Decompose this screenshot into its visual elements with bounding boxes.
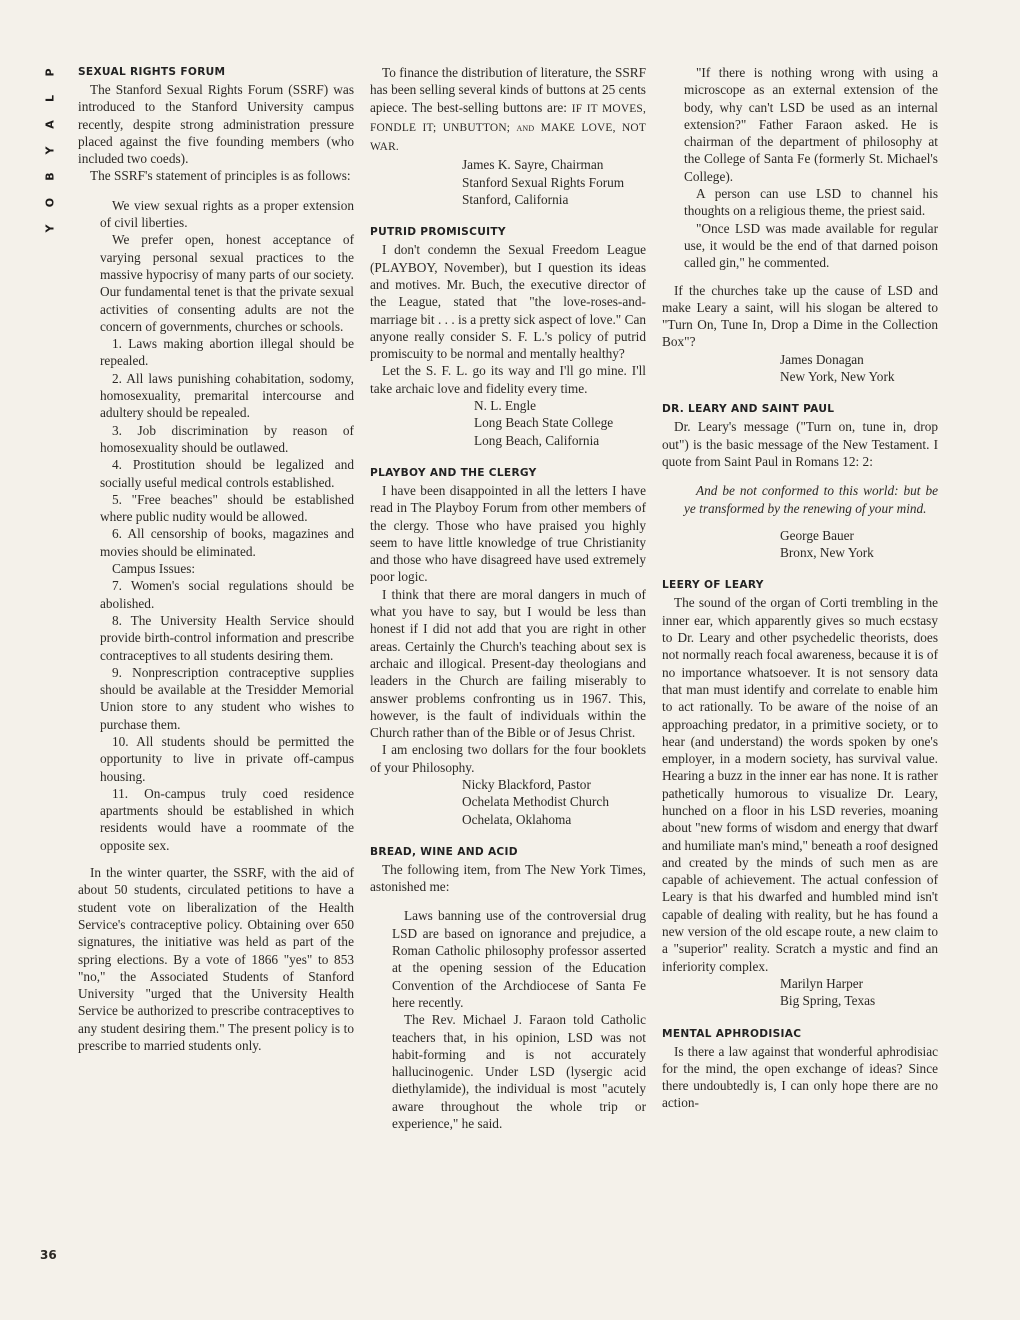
letter-paragraph: In the winter quarter, the SSRF, with the aid of about 50 students, circulated petitions to have a student vote on liberalization of the Health Service's contraceptive policy. Obtaining over 650 signatures, the initiative was held as part of the spring elections. By a vote of 1866 "yes" to 853 "no," the Associated Students of Stanford University "urged that the University Health Service be authorized to prescribe contraceptives to any student desiring them." The present policy is to prescribe to married students only. bbox=[78, 865, 354, 1054]
quoted-article-continued bbox=[662, 64, 938, 272]
signature-line: James Donagan bbox=[780, 351, 864, 367]
letter-paragraph: The sound of the organ of Corti trembling in the inner ear, which apparently gives so much ecstasy to Dr. Leary and other psychedelic theorists, does not normally reach focal awareness, because it is of no importance whatsoever. It is not sensory data that man must identify and correlate to enable him to act rationally. To be aware of the noise of an approaching predator, in a primitive society, or to hear (and understand) the words spoken by one's employer, in a modern society, has survival value. Hearing a buzz in the inner ear has none. It is rather pathetically humorous to visualize Dr. Leary, hunched on a floor in his LSD reveries, moaning about "new forms of wisdom and energy that dwarf and humiliate man's mind," beneath a roof designed and created by the minds of such men as are capable of achievement. The actual confession of Leary is that his dwarfed and humbled mind isn't capable of dealing with reality, but he has found a new version of the old escape route, a new claim to a "superior" reality. Scratch a mystic and find an inferiority complex. bbox=[662, 595, 938, 974]
letter-paragraph: I think that there are moral dangers in much of what you have to say, but I would be less than honest if I did not add that you are right in other areas. Certainly the Church's teaching about sex is archaic and illogical. Present-day theologians and leaders in the Church are failing miserably to answer problems confronting us in 1967. This, however, is the fault of individuals within the Church rather than of the Bible or of Jesus Christ. bbox=[370, 586, 646, 741]
side-letter: A bbox=[43, 120, 57, 129]
signature-block bbox=[662, 975, 938, 1010]
letter-paragraph: The Stanford Sexual Rights Forum (SSRF) was introduced to the Stanford University campus recently, despite strong administration pressure placed against the five founding members (who included two coeds). bbox=[78, 82, 354, 167]
page-number: 36 bbox=[40, 1248, 57, 1262]
signature-block bbox=[662, 351, 938, 386]
quoted-paragraph: Laws banning use of the controversial drug LSD are based on ignorance and prejudice, a Roman Catholic philosophy professor asserted at the opening session of the Education Convention of the Archdiocese of Santa Fe here recently. bbox=[392, 908, 646, 1010]
column-1 bbox=[78, 64, 354, 1054]
quoted-paragraph: 7. Women's social regulations should be abolished. bbox=[100, 578, 354, 611]
letter-paragraph: I don't condemn the Sexual Freedom League (PLAYBOY, November), but I question its ideas and motives. Mr. Buch, the executive director of the League, stated that "the love-roses-and-marriage bit . . . is a pretty sick aspect of love." Can anyone really consider S. F. L.'s policy of putrid promiscuity to be normal and mentally healthy? bbox=[370, 242, 646, 362]
letter-text: To finance the distribution of literature, the SSRF has been selling several kinds of buttons at 25 cents apiece. The best-selling buttons are: bbox=[370, 65, 646, 115]
quoted-paragraph: The Rev. Michael J. Faraon told Catholic teachers that, in his opinion, LSD was not habit-forming and is not accurately hallucinogenic. Under LSD (lysergic acid diethylamide), the individual is most "acutely aware throughout the whole trip or experience," he said. bbox=[392, 1012, 646, 1132]
quoted-paragraph: 10. All students should be permitted the opportunity to live in private off-campus housing. bbox=[100, 733, 354, 784]
column-3 bbox=[662, 64, 938, 1112]
quoted-paragraph: 4. Prostitution should be legalized and socially useful medical controls established. bbox=[100, 457, 354, 490]
quoted-paragraph: "If there is nothing wrong with using a microscope as an external extension of the body, why can't LSD be used as an internal extension?" Father Faraon asked. He is chairman of the department of philosophy at the College of Santa Fe (formerly St. Michael's College). bbox=[684, 65, 938, 184]
signature-line: Stanford Sexual Rights Forum bbox=[462, 174, 625, 190]
letter-paragraph: The SSRF's statement of principles is as follows: bbox=[90, 168, 351, 184]
quoted-paragraph: 9. Nonprescription contraceptive supplies should be available at the Tresidder Memorial Union store to any student who wishes to purchase them. bbox=[100, 664, 354, 732]
side-letter: B bbox=[43, 172, 57, 181]
letter-paragraph bbox=[370, 64, 646, 156]
letter-paragraph: Let the S. F. L. go its way and I'll go mine. I'll take archaic love and fidelity every time. bbox=[370, 363, 646, 396]
signature-line: James K. Sayre, Chairman bbox=[462, 157, 604, 173]
signature-line: Ochelata Methodist Church bbox=[462, 794, 609, 810]
signature-line: George Bauer bbox=[780, 527, 854, 543]
letter-paragraph: I have been disappointed in all the letters I have read in The Playboy Forum from other members of the clergy. Those who have praised you highly seem to have little knowledge of true Christianity and those who have disagreed have used extremely poor logic. bbox=[370, 482, 646, 585]
signature-line: Big Spring, Texas bbox=[780, 993, 876, 1009]
signature-line: N. L. Engle bbox=[474, 398, 537, 414]
side-letter: P bbox=[43, 68, 57, 77]
signature-line: Long Beach, California bbox=[474, 432, 600, 448]
quoted-paragraph: "Once LSD was made available for regular use, it would be the end of that darned poison called gin," he commented. bbox=[684, 220, 938, 271]
section-heading: SEXUAL RIGHTS FORUM bbox=[78, 66, 226, 78]
signature-line: Long Beach State College bbox=[474, 415, 614, 431]
quoted-paragraph: 8. The University Health Service should provide birth-control information and prescribe contraceptives to all students desiring them. bbox=[100, 612, 354, 663]
signature-line: New York, New York bbox=[780, 369, 895, 385]
section-heading: MENTAL APHRODISIAC bbox=[662, 1027, 802, 1040]
quoted-paragraph: 5. "Free beaches" should be established where public nudity would be allowed. bbox=[100, 491, 354, 525]
button-slogans: IF IT MOVES, FONDLE IT; UNBUTTON; and MAKE LOVE, NOT WAR. bbox=[370, 102, 647, 154]
signature-line: Stanford, California bbox=[462, 192, 569, 208]
signature-block bbox=[370, 776, 646, 828]
quoted-paragraph: And be not conformed to this world: but be ye transformed by the renewing of your mind. bbox=[684, 483, 938, 516]
section-heading: PLAYBOY AND THE CLERGY bbox=[370, 466, 537, 479]
section-heading: PUTRID PROMISCUITY bbox=[370, 226, 506, 239]
side-letter: L bbox=[43, 95, 57, 103]
quoted-scripture bbox=[662, 482, 938, 517]
section-heading: BREAD, WINE AND ACID bbox=[370, 845, 518, 858]
letter-paragraph: Dr. Leary's message ("Turn on, tune in, drop out") is the basic message of the New Testament. I quote from Saint Paul in Romans 12: 2: bbox=[662, 419, 938, 469]
letter-paragraph: Is there a law against that wonderful aphrodisiac for the mind, the open exchange of ideas? Since there undoubtedly is, I can only hope there are no action- bbox=[662, 1043, 938, 1111]
quoted-article bbox=[370, 907, 646, 1132]
signature-line: Marilyn Harper bbox=[780, 975, 864, 991]
section-heading: DR. LEARY AND SAINT PAUL bbox=[662, 403, 835, 416]
magazine-side-title bbox=[40, 66, 60, 235]
quoted-paragraph: A person can use LSD to channel his thoughts on a religious theme, the priest said. bbox=[684, 186, 938, 219]
quoted-paragraph: 6. All censorship of books, magazines and movies should be eliminated. bbox=[100, 526, 354, 559]
quoted-paragraph: 1. Laws making abortion illegal should be repealed. bbox=[100, 336, 354, 369]
section-heading: LEERY OF LEARY bbox=[662, 579, 764, 592]
signature-block bbox=[662, 527, 938, 562]
quoted-principles bbox=[78, 197, 354, 854]
letter-paragraph: If the churches take up the cause of LSD and make Leary a saint, will his slogan be altered to "Turn On, Tune In, Drop a Dime in the Collection Box"? bbox=[662, 282, 938, 350]
side-letter: Y bbox=[43, 224, 57, 233]
quoted-paragraph: 11. On-campus truly coed residence apartments should be established in which residents would have a roommate of the opposite sex. bbox=[100, 785, 354, 853]
quoted-paragraph: 3. Job discrimination by reason of homosexuality should be outlawed. bbox=[100, 422, 354, 455]
signature-block bbox=[370, 397, 646, 449]
quoted-paragraph: Campus Issues: bbox=[112, 561, 196, 577]
side-letter: O bbox=[43, 197, 57, 208]
quoted-paragraph: We prefer open, honest acceptance of varying personal sexual practices to the massive hypocrisy of many parts of our society. Our fundamental tenet is that the private sexual activities of consenting adults are not the concern of governments, churches or schools. bbox=[100, 232, 354, 334]
letter-paragraph: The following item, from The New York Times, astonished me: bbox=[370, 861, 646, 895]
signature-line: Bronx, New York bbox=[780, 545, 874, 561]
column-2 bbox=[370, 64, 646, 1142]
letter-paragraph: I am enclosing two dollars for the four booklets of your Philosophy. bbox=[370, 742, 646, 775]
signature-block bbox=[370, 156, 646, 208]
quoted-paragraph: We view sexual rights as a proper extension of civil liberties. bbox=[100, 197, 354, 231]
quoted-paragraph: 2. All laws punishing cohabitation, sodomy, homosexuality, premarital intercourse and adultery should be repealed. bbox=[100, 370, 354, 421]
side-letter: Y bbox=[43, 146, 57, 155]
signature-line: Ochelata, Oklahoma bbox=[462, 811, 572, 827]
signature-line: Nicky Blackford, Pastor bbox=[462, 776, 591, 792]
